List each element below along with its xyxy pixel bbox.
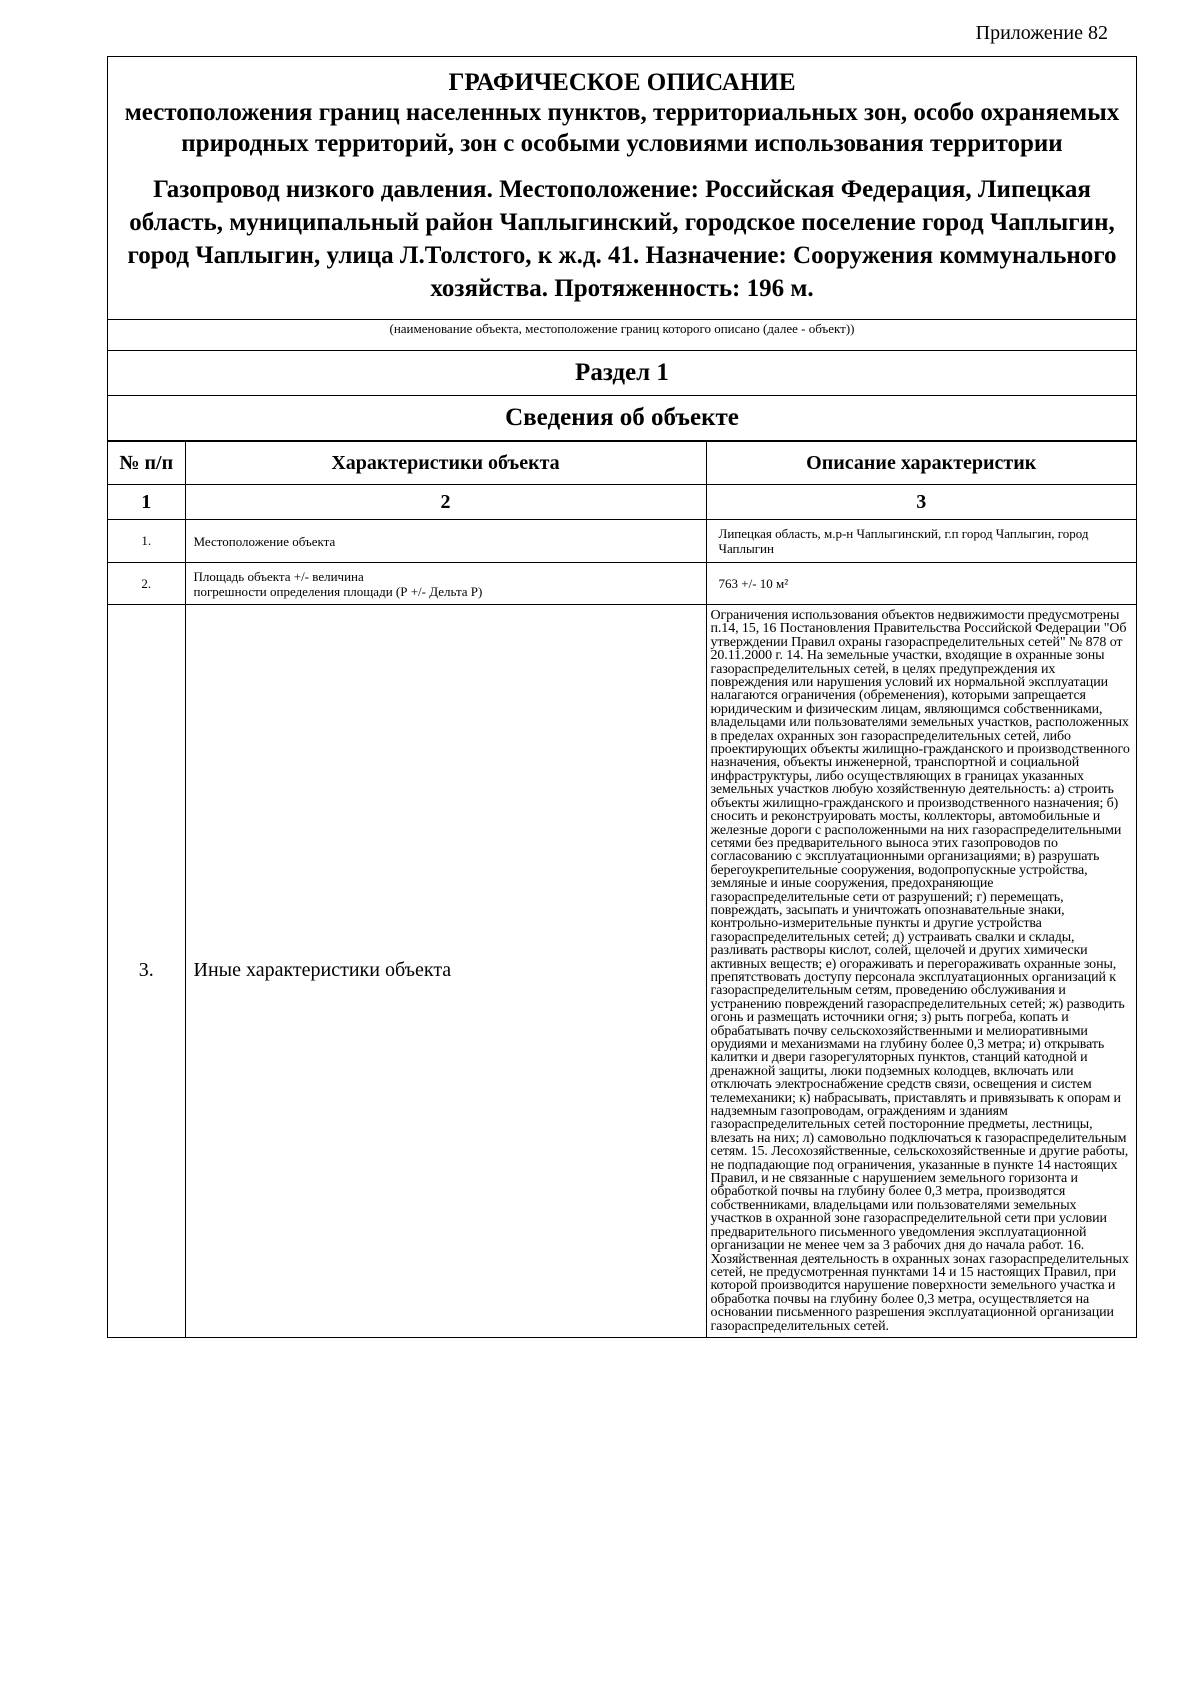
header-spacer (116, 305, 1128, 315)
appendix-label: Приложение 82 (975, 22, 1108, 44)
document-title: ГРАФИЧЕСКОЕ ОПИСАНИЕ (448, 69, 796, 96)
document-subtitle: местоположения границ населенных пунктов, территориальных зон, особо охраняемых природных территорий, зон с особыми условиями использования территории (124, 99, 1120, 157)
object-info-table (108, 441, 1136, 1338)
object-caption: (наименование объекта, местоположение границ которого описано (далее - объект)) (108, 320, 1136, 351)
row-number: 2. (108, 563, 185, 605)
table-row (108, 520, 1136, 563)
row-characteristic-line: Площадь объекта +/- величина (193, 568, 364, 584)
row-description: Ограничения использования объектов недвижимости предусмотрены п.14, 15, 16 Постановления Правительства Российской Федерации "Об утверждении Правил охраны газораспределительных сетей" № 878 от 20.11.2000 г. 14. На земельные участки, входящие в охранные зоны газораспределительных сетей, в целях предупреждения их повреждения или нарушения условий их нормальной эксплуатации налагаются ограничения (обременения), которыми запрещается юридическим и физическим лицам, являющимся собственниками, владельцами или пользователями земельных участков, расположенных в пределах охранных зон газораспределительных сетей, либо проектирующих объекты жилищно-гражданского и производственного назначения, объекты инженерной, транспортной и социальной инфраструктуры, либо осуществляющих в границах указанных земельных участков любую хозяйственную деятельность: а) строить объекты жилищно-гражданского и производственного назначения; б) сносить и реконструировать мосты, коллекторы, автомобильные и железные дороги с расположенными на них газораспределительными сетями без предварительного выноса этих газопроводов по согласованию с эксплуатационными организациями; в) разрушать берегоукрепительные сооружения, водопропускные устройства, земляные и иные сооружения, предохраняющие газораспределительные сети от разрушений; г) перемещать, повреждать, засыпать и уничтожать опознавательные знаки, контрольно-измерительные пункты и другие устройства газораспределительных сетей; д) устраивать свалки и склады, разливать растворы кислот, солей, щелочей и других химически активных веществ; е) огораживать и перегораживать охранные зоны, препятствовать доступу персонала эксплуатационных организаций к газораспределительным сетям, проведению обслуживания и устранению повреждений газораспределительных сетей; ж) разводить огонь и размещать источники огня; з) рыть погреба, копать и обрабатывать почву сельскохозяйственными и мелиоративными орудиями и механизмами на глубину более 0,3 метра; и) открывать калитки и двери газорегуляторных пунктов, станций катодной и дренажной защиты, люки подземных колодцев, включать или отключать электроснабжение средств связи, освещения и систем телемеханики; к) набрасывать, приставлять и привязывать к опорам и надземным газопроводам, ограждениям и зданиям газораспределительных сетей посторонние предметы, лестницы, влезать на них; л) самовольно подключаться к газораспределительным сетям. 15. Лесохозяйственные, сельскохозяйственные и другие работы, не подпадающие под ограничения, указанные в пункте 14 настоящих Правил, и не связанные с нарушением земельного горизонта и обработкой почвы на глубину более 0,3 метра, производятся собственниками, владельцами или пользователями земельных участков в охранной зоне газораспределительной сети при условии предварительного письменного уведомления эксплуатационной организации не менее чем за 3 рабочих дня до начала работ. 16. Хозяйственная деятельность в охранных зонах газораспределительных сетей, не предусмотренная пунктами 14 и 15 настоящих Правил, при которой производится нарушение поверхности земельного участка и обработка почвы на глубину более 0,3 метра, осуществляется на основании письменного разрешения эксплуатационной организации газораспределительных сетей. (706, 605, 1136, 1338)
document-frame (107, 56, 1137, 1338)
column-number-row (108, 485, 1136, 520)
object-description: Газопровод низкого давления. Местоположение: Российская Федерация, Липецкая область, муниципальный район Чаплыгинский, городское поселение город Чаплыгин, город Чаплыгин, улица Л.Толстого, к ж.д. 41. Назначение: Сооружения коммунального хозяйства. Протяженность: 196 м. (127, 176, 1117, 302)
document-header (108, 57, 1136, 320)
section-title: Раздел 1 (108, 351, 1136, 396)
table-header-row (108, 442, 1136, 485)
row-number: 3. (108, 605, 185, 1338)
column-number-1: 1 (108, 485, 185, 520)
row-characteristic-line: погрешности определения площади (Р +/- Дельта Р) (193, 583, 483, 599)
row-characteristic: Иные характеристики объекта (185, 605, 706, 1338)
column-number-2: 2 (185, 485, 706, 520)
header-cell-characteristic: Характеристики объекта (185, 442, 706, 485)
row-number: 1. (108, 520, 185, 563)
row-characteristic: Местоположение объекта (185, 520, 706, 563)
row-description: 763 +/- 10 м² (706, 563, 1136, 605)
column-number-3: 3 (706, 485, 1136, 520)
table-row (108, 605, 1136, 1338)
row-characteristic (185, 563, 706, 605)
row-description: Липецкая область, м.р-н Чаплыгинский, г.п город Чаплыгин, город Чаплыгин (706, 520, 1136, 563)
section-subtitle: Сведения об объекте (108, 396, 1136, 441)
table-row (108, 563, 1136, 605)
header-cell-number: № п/п (108, 442, 185, 485)
header-cell-description: Описание характеристик (706, 442, 1136, 485)
